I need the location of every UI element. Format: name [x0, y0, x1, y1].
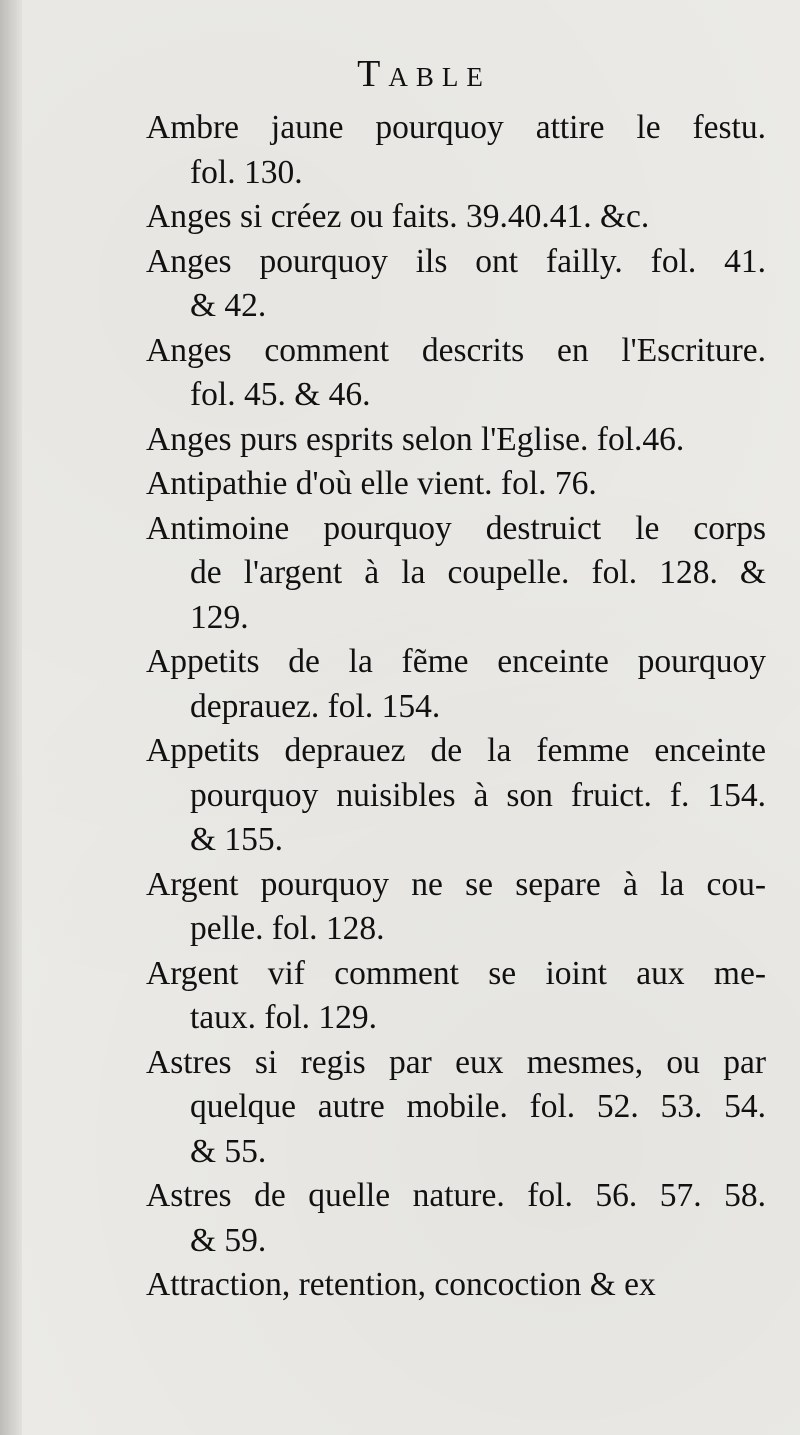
running-header: Table — [357, 53, 491, 95]
index-entry-line: fol. 45. & 46. — [190, 376, 371, 413]
index-entry-line: & 55. — [190, 1132, 267, 1170]
index-entry-line: Anges purs esprits selon l'Eglise. fol.46. — [146, 420, 685, 458]
index-entry-line: Appetits de la fẽme enceinte pourquoy — [146, 643, 766, 680]
index-entry — [146, 1263, 766, 1308]
index-entry-line: fol. 130. — [190, 153, 303, 191]
index-entry-line: Ambre jaune pourquoy attire le festu. — [146, 109, 766, 146]
index-entry-line: Antimoine pourquoy destruict le corps — [146, 509, 766, 547]
index-entry-line: Astres de quelle nature. fol. 56. 57. 58. — [146, 1177, 766, 1214]
index-entry — [146, 640, 766, 729]
index-entry-line: Anges pourquoy ils ont failly. fol. 41. — [146, 242, 766, 280]
index-entry — [146, 462, 766, 507]
index-entry-line: taux. fol. 129. — [190, 999, 378, 1036]
index-entry — [146, 729, 766, 863]
index-entry-line: Argent pourquoy ne se separe à la cou- — [146, 865, 766, 903]
index-entry-line: Appetits deprauez de la femme enceinte — [146, 732, 766, 769]
index-entry — [146, 1174, 766, 1263]
index-entry-line: de l'argent à la coupelle. fol. 128. & — [190, 554, 766, 591]
index-entry-line: Astres si regis par eux mesmes, ou par — [146, 1043, 766, 1081]
index-entry — [146, 195, 766, 240]
index-entry-line: Antipathie d'où elle vient. fol. 76. — [146, 465, 597, 502]
index-entry-line: Attraction, retention, concoction & ex — [146, 1266, 656, 1303]
index-entry — [146, 507, 766, 641]
index-entry-line: & 59. — [190, 1221, 267, 1259]
index-entry — [146, 863, 766, 952]
index-entries — [146, 106, 766, 1308]
index-entry-line: pelle. fol. 128. — [190, 910, 385, 947]
index-entry-line: pourquoy nuisibles à son fruict. f. 154. — [190, 776, 766, 814]
index-entry-line: & 42. — [190, 287, 267, 324]
index-entry-line: Anges si créez ou faits. 39.40.41. &c. — [146, 198, 650, 235]
index-entry — [146, 952, 766, 1041]
index-entry — [146, 1041, 766, 1175]
index-entry-line: Anges comment descrits en l'Escriture. — [146, 331, 766, 369]
index-entry — [146, 329, 766, 418]
index-entry — [146, 240, 766, 329]
index-entry — [146, 106, 766, 195]
index-entry-line: deprauez. fol. 154. — [190, 687, 441, 725]
index-entry-line: Argent vif comment se ioint aux me- — [146, 954, 766, 992]
index-entry-line: quelque autre mobile. fol. 52. 53. 54. — [190, 1088, 766, 1125]
index-entry — [146, 418, 766, 463]
index-entry-line: 129. — [190, 598, 249, 636]
index-entry-line: & 155. — [190, 821, 284, 858]
page-gutter-shadow — [0, 0, 22, 1435]
